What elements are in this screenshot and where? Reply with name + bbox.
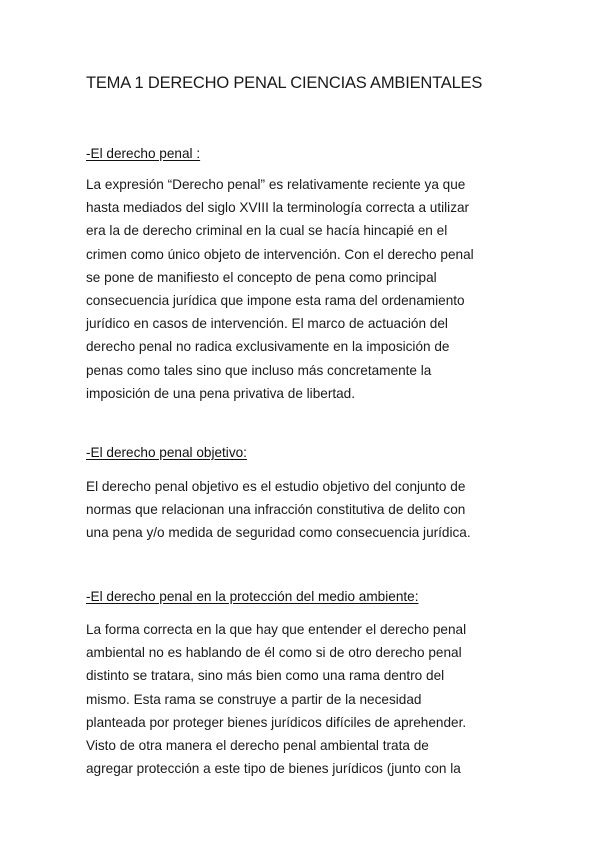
paragraph-line: hasta mediados del siglo XVIII la terminología correcta a utilizar bbox=[86, 200, 470, 216]
paragraph-line: agregar protección a este tipo de bienes jurídicos (junto con la bbox=[86, 761, 461, 777]
paragraph-line: El derecho penal objetivo es el estudio objetivo del conjunto de bbox=[86, 479, 466, 494]
paragraph-line: crimen como único objeto de intervención. Con el derecho penal bbox=[86, 246, 474, 262]
paragraph-line: imposición de una pena privativa de libertad. bbox=[86, 385, 356, 401]
paragraph-line: se pone de manifiesto el concepto de pena como principal bbox=[86, 269, 437, 285]
paragraph-line: Visto de otra manera el derecho penal ambiental trata de bbox=[86, 738, 429, 754]
section-heading-derecho-penal: -El derecho penal : bbox=[86, 146, 201, 161]
paragraph-line: La expresión “Derecho penal” es relativamente reciente ya que bbox=[86, 177, 466, 192]
paragraph-line: ambiental no es hablando de él como si de otro derecho penal bbox=[86, 645, 462, 661]
paragraph-line: derecho penal no radica exclusivamente en la imposición de bbox=[86, 339, 450, 355]
section-heading-medio-ambiente: -El derecho penal en la protección del medio ambiente: bbox=[86, 589, 419, 604]
paragraph-line: planteada por proteger bienes jurídicos difíciles de aprehender. bbox=[86, 714, 467, 730]
section-heading-derecho-penal-objetivo: -El derecho penal objetivo: bbox=[86, 445, 247, 460]
paragraph-line: mismo. Esta rama se construye a partir de la necesidad bbox=[86, 691, 422, 707]
paragraph-line: distinto se tratara, sino más bien como una rama dentro del bbox=[86, 668, 445, 684]
paragraph-line: consecuencia jurídica que impone esta rama del ordenamiento bbox=[86, 293, 465, 309]
section-paragraph-derecho-penal-objetivo bbox=[86, 475, 516, 545]
paragraph-line: una pena y/o medida de seguridad como consecuencia jurídica. bbox=[86, 525, 471, 541]
paragraph-line: normas que relacionan una infracción constitutiva de delito con bbox=[86, 502, 466, 518]
paragraph-line: jurídico en casos de intervención. El marco de actuación del bbox=[86, 316, 448, 332]
paragraph-line: La forma correcta en la que hay que entender el derecho penal bbox=[86, 622, 467, 637]
paragraph-line: penas como tales sino que incluso más concretamente la bbox=[86, 362, 432, 378]
paragraph-line: era la de derecho criminal en la cual se hacía hincapié en el bbox=[86, 223, 448, 239]
section-paragraph-medio-ambiente bbox=[86, 618, 516, 780]
document-title: TEMA 1 DERECHO PENAL CIENCIAS AMBIENTALES bbox=[86, 74, 483, 92]
section-paragraph-derecho-penal bbox=[86, 173, 516, 405]
